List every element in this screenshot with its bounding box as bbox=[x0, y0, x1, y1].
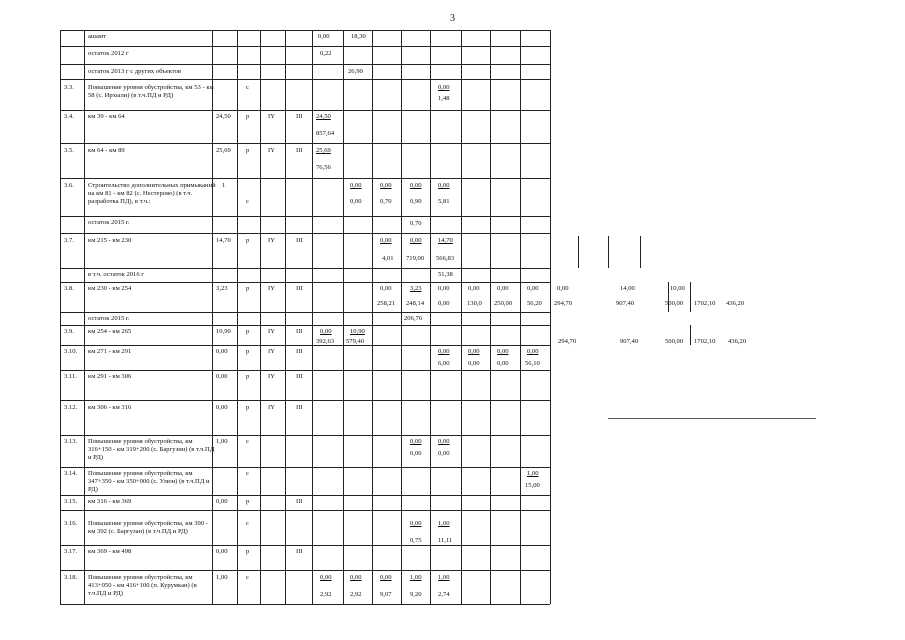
row-name: км 215 - км 230 bbox=[88, 237, 132, 244]
cell-class: IY bbox=[268, 328, 275, 335]
cell-value: 436,20 bbox=[726, 300, 745, 307]
row-name: Повышение уровня обустройства, км 316+150 - км 319+200 (с. Баргузин) (в т.ч.ПД и РД) bbox=[88, 438, 215, 462]
cell-value: 56,10 bbox=[525, 360, 540, 367]
cell-value: 1,00 bbox=[438, 574, 450, 581]
cell-length: 1 bbox=[222, 182, 226, 189]
row-name: остаток 2012 г bbox=[88, 50, 129, 57]
cell-value: 0,00 bbox=[410, 237, 422, 244]
cell-value: 10,00 bbox=[670, 285, 685, 292]
cell-value: 0,00 bbox=[318, 33, 330, 40]
cell-value: 15,00 bbox=[525, 482, 540, 489]
cell-class: IY bbox=[268, 285, 275, 292]
cell-value: 76,56 bbox=[316, 164, 331, 171]
cell-value: 0,00 bbox=[438, 300, 450, 307]
cell-type: с bbox=[246, 574, 249, 581]
cell-value: 258,21 bbox=[377, 300, 396, 307]
cell-group: III bbox=[296, 147, 303, 154]
cell-value: 0,00 bbox=[468, 285, 480, 292]
row-number: 3.16. bbox=[64, 520, 78, 527]
row-number: 3.18. bbox=[64, 574, 78, 581]
cell-value: 6,00 bbox=[438, 360, 450, 367]
cell-group: III bbox=[296, 113, 303, 120]
cell-value: 907,40 bbox=[616, 300, 635, 307]
cell-value: 0,00 bbox=[557, 285, 569, 292]
cell-value: 11,11 bbox=[438, 537, 453, 544]
cell-group: III bbox=[296, 548, 303, 555]
cell-value: 248,14 bbox=[406, 300, 425, 307]
row-name: км 64 - км 89 bbox=[88, 147, 125, 154]
cell-value: 566,83 bbox=[436, 255, 455, 262]
row-name: км 39 - км 64 bbox=[88, 113, 125, 120]
cell-value: 1,00 bbox=[410, 574, 422, 581]
cell-value: 392,63 bbox=[316, 338, 335, 345]
cell-category: р bbox=[246, 328, 250, 335]
page-number: 3 bbox=[450, 13, 455, 24]
cell-category: р bbox=[246, 348, 250, 355]
cell-value: 9,20 bbox=[410, 591, 422, 598]
cell-value: 14,70 bbox=[438, 237, 453, 244]
row-name: остаток 2015 г. bbox=[88, 315, 130, 322]
cell-value: 0,00 bbox=[438, 84, 450, 91]
cell-value: 907,40 bbox=[620, 338, 639, 345]
cell-class: IY bbox=[268, 147, 275, 154]
row-name: км 230 - км 254 bbox=[88, 285, 132, 292]
row-name: Повышение уровня обустройства, км 413+050 - км 416+100 (п. Курумкан) (в т.ч.ПД и РД) bbox=[88, 574, 197, 598]
row-name: Повышение уровня обустройства, км 53 - км 58 (с. Ирхыли) (в т.ч.ПД и РД) bbox=[88, 84, 214, 100]
cell-type: с bbox=[246, 198, 249, 205]
cell-value: 0,00 bbox=[468, 348, 480, 355]
cell-value: 0,00 bbox=[350, 574, 362, 581]
cell-value: 9,07 bbox=[380, 591, 392, 598]
cell-value: 0,22 bbox=[320, 50, 332, 57]
row-name: км 254 - км 265 bbox=[88, 328, 132, 335]
cell-length: 0,00 bbox=[216, 498, 228, 505]
cell-value: 24,50 bbox=[316, 113, 331, 120]
cell-group: III bbox=[296, 328, 303, 335]
cell-value: 0,00 bbox=[380, 182, 392, 189]
row-number: 3.14. bbox=[64, 470, 78, 477]
row-number: 3.11. bbox=[64, 373, 77, 380]
cell-value: 18,30 bbox=[351, 33, 366, 40]
cell-value: 25,69 bbox=[316, 147, 331, 154]
row-name: ашамт bbox=[88, 33, 106, 40]
cell-value: 436,20 bbox=[728, 338, 747, 345]
cell-length: 0,00 bbox=[216, 348, 228, 355]
cell-length: 1,00 bbox=[216, 574, 228, 581]
row-number: 3.10. bbox=[64, 348, 78, 355]
cell-value: 0,00 bbox=[380, 574, 392, 581]
cell-value: 0,00 bbox=[350, 198, 362, 205]
row-number: 3.8. bbox=[64, 285, 74, 292]
cell-category: р bbox=[246, 373, 250, 380]
cell-group: III bbox=[296, 373, 303, 380]
cell-value: 857,64 bbox=[316, 130, 335, 137]
cell-class: IY bbox=[268, 237, 275, 244]
cell-value: 1,48 bbox=[438, 95, 450, 102]
row-number: 3.12. bbox=[64, 404, 78, 411]
row-number: 3.3. bbox=[64, 84, 74, 91]
cell-value: 0,00 bbox=[438, 348, 450, 355]
cell-length: 0,00 bbox=[216, 404, 228, 411]
cell-type: с bbox=[246, 84, 249, 91]
cell-value: 0,70 bbox=[410, 220, 422, 227]
cell-length: 24,50 bbox=[216, 113, 231, 120]
cell-group: III bbox=[296, 237, 303, 244]
cell-value: 0,70 bbox=[380, 198, 392, 205]
row-name: остаток 2015 г. bbox=[88, 219, 130, 226]
cell-value: 1702,10 bbox=[694, 338, 716, 345]
cell-value: 0,00 bbox=[527, 348, 539, 355]
cell-value: 0,00 bbox=[497, 348, 509, 355]
cell-value: 0,00 bbox=[380, 237, 392, 244]
cell-value: 0,00 bbox=[320, 328, 332, 335]
cell-value: 2,92 bbox=[320, 591, 332, 598]
cell-group: III bbox=[296, 404, 303, 411]
cell-value: 10,90 bbox=[350, 328, 365, 335]
row-name: Повышение уровня обустройства, км 347+350 - км 350+000 (с. Улюн) (в т.ч.ПД и РД) bbox=[88, 470, 210, 494]
cell-value: 0,00 bbox=[320, 574, 332, 581]
separator-line bbox=[608, 418, 816, 419]
cell-value: 0,00 bbox=[410, 438, 422, 445]
cell-category: р bbox=[246, 548, 250, 555]
cell-value: 0,00 bbox=[438, 438, 450, 445]
cell-group: III bbox=[296, 285, 303, 292]
row-name: Строительство дополнительных примыканий на км 81 - км 82 (с. Нестерово) (в т.ч. разработка ПД), в т.ч.: bbox=[88, 182, 216, 206]
cell-value: 0,00 bbox=[350, 182, 362, 189]
cell-category: р bbox=[246, 147, 250, 154]
cell-category: р bbox=[246, 404, 250, 411]
cell-length: 3,23 bbox=[216, 285, 228, 292]
cell-value: 130,0 bbox=[467, 300, 482, 307]
cell-value: 0,00 bbox=[438, 182, 450, 189]
row-name: км 291 - км 306 bbox=[88, 373, 132, 380]
row-name: Повышение уровня обустройства, км 390 - км 392 (с. Баргузан) (в т.ч.ПД и РД) bbox=[88, 520, 208, 536]
cell-length: 10,90 bbox=[216, 328, 231, 335]
cell-value: 0,00 bbox=[410, 520, 422, 527]
cell-value: 579,40 bbox=[346, 338, 365, 345]
cell-value: 51,38 bbox=[438, 271, 453, 278]
cell-value: 2,74 bbox=[438, 591, 450, 598]
cell-value: 2,92 bbox=[350, 591, 362, 598]
cell-class: IY bbox=[268, 113, 275, 120]
cell-length: 14,70 bbox=[216, 237, 231, 244]
cell-class: IY bbox=[268, 373, 275, 380]
row-name: км 316 - км 369 bbox=[88, 498, 132, 505]
cell-category: р bbox=[246, 498, 250, 505]
cell-value: 14,00 bbox=[620, 285, 635, 292]
cell-length: 0,00 bbox=[216, 548, 228, 555]
cell-category: р bbox=[246, 113, 250, 120]
cell-category: р bbox=[246, 237, 250, 244]
row-number: 3.15. bbox=[64, 498, 78, 505]
cell-value: 250,00 bbox=[494, 300, 513, 307]
cell-type: с bbox=[246, 520, 249, 527]
row-number: 3.6. bbox=[64, 182, 74, 189]
cell-value: 0,00 bbox=[438, 285, 450, 292]
row-name: в т.ч. остаток 2016 г bbox=[88, 271, 144, 278]
cell-value: 294,70 bbox=[554, 300, 573, 307]
cell-value: 0,90 bbox=[410, 198, 422, 205]
row-number: 3.13. bbox=[64, 438, 78, 445]
cell-value: 0,00 bbox=[527, 285, 539, 292]
cell-value: 3,23 bbox=[410, 285, 422, 292]
cell-value: 500,00 bbox=[665, 300, 684, 307]
cell-value: 0,00 bbox=[380, 285, 392, 292]
cell-type: с bbox=[246, 470, 249, 477]
row-name: км 306 - км 316 bbox=[88, 404, 132, 411]
cell-value: 0,00 bbox=[438, 450, 450, 457]
cell-value: 0,75 bbox=[410, 537, 422, 544]
cell-category: р bbox=[246, 285, 250, 292]
cell-value: 294,70 bbox=[558, 338, 577, 345]
cell-value: 719,00 bbox=[406, 255, 425, 262]
cell-value: 4,01 bbox=[382, 255, 394, 262]
cell-length: 1,00 bbox=[216, 438, 228, 445]
row-name: остаток 2013 г с других объектов bbox=[88, 68, 181, 75]
cell-type: с bbox=[246, 438, 249, 445]
cell-value: 0,00 bbox=[497, 360, 509, 367]
cell-value: 1,00 bbox=[527, 470, 539, 477]
row-number: 3.5. bbox=[64, 147, 74, 154]
row-number: 3.7. bbox=[64, 237, 74, 244]
cell-class: IY bbox=[268, 348, 275, 355]
cell-value: 56,20 bbox=[527, 300, 542, 307]
row-name: км 271 - км 291 bbox=[88, 348, 132, 355]
row-number: 3.4. bbox=[64, 113, 74, 120]
cell-value: 0,00 bbox=[410, 450, 422, 457]
row-number: 3.17. bbox=[64, 548, 78, 555]
row-name: км 369 - км 498 bbox=[88, 548, 132, 555]
cell-value: 1,00 bbox=[438, 520, 450, 527]
cell-value: 1702,10 bbox=[694, 300, 716, 307]
cell-length: 25,69 bbox=[216, 147, 231, 154]
cell-class: IY bbox=[268, 404, 275, 411]
cell-value: 5,81 bbox=[438, 198, 450, 205]
cell-value: 0,00 bbox=[468, 360, 480, 367]
cell-value: 26,90 bbox=[348, 68, 363, 75]
cell-value: 0,00 bbox=[410, 182, 422, 189]
cell-value: 500,00 bbox=[665, 338, 684, 345]
row-number: 3.9. bbox=[64, 328, 74, 335]
cell-group: III bbox=[296, 498, 303, 505]
cell-group: III bbox=[296, 348, 303, 355]
cell-length: 0,00 bbox=[216, 373, 228, 380]
cell-value: 0,00 bbox=[497, 285, 509, 292]
cell-value: 206,76 bbox=[404, 315, 423, 322]
